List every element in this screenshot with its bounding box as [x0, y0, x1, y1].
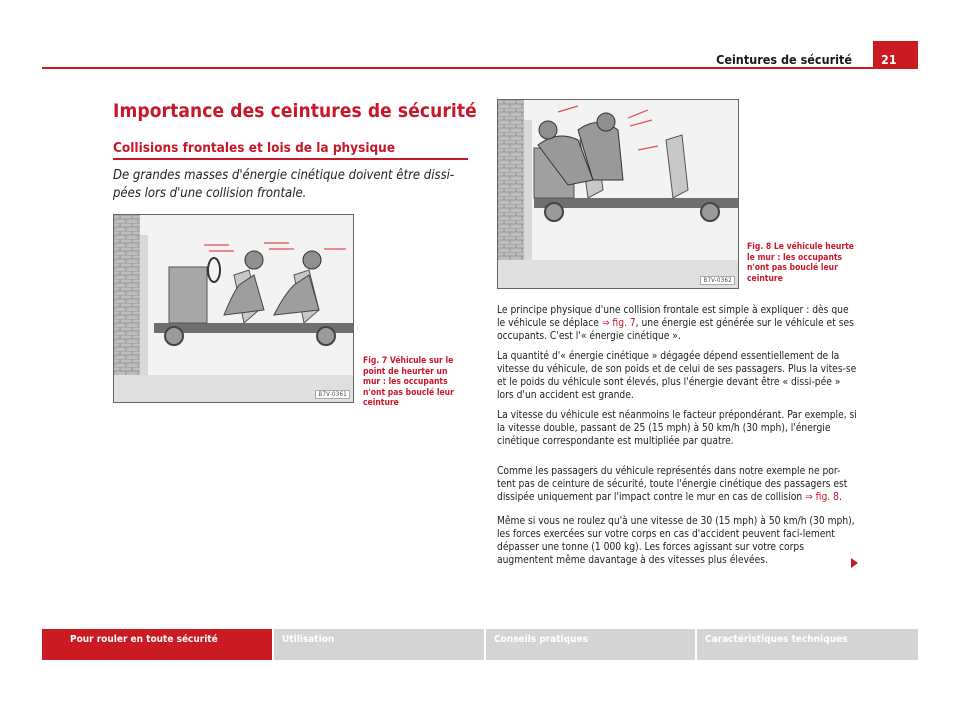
p1-text-b: , une énergie est générée sur le véhicule et ses occupants. C'est l'« énergie cinétique ».: [497, 318, 854, 342]
figure-8-caption: Fig. 8 Le véhicule heurte le mur : les occupants n'ont pas bouclé leur ceinture: [747, 242, 854, 284]
p4-text-b: .: [838, 492, 842, 503]
p4-text-a: Comme les passagers du véhicule représentés dans notre exemple ne por-tent pas de ceinture de sécurité, toute l'énergie cinétique des passagers est dissipée uniquement par l'impact contre le mur en cas de collision: [497, 466, 848, 503]
section-rule: [113, 158, 468, 160]
continue-arrow-icon: [851, 558, 858, 568]
tab-pour-rouler-en-toute-securite[interactable]: Pour rouler en toute sécurité: [42, 629, 272, 660]
body-paragraph-1: [497, 304, 857, 343]
fig7-reference-link[interactable]: ⇒ fig. 7: [601, 318, 636, 329]
tab-caracteristiques-techniques[interactable]: Caractéristiques techniques: [697, 629, 918, 660]
tab-conseils-pratiques[interactable]: Conseils pratiques: [486, 629, 695, 660]
running-header-title: Ceintures de sécurité: [716, 52, 852, 67]
body-paragraph-3: La vitesse du véhicule est néanmoins le facteur prépondérant. Par exemple, si la vitesse double, passant de 25 (15 mph) à 50 km/h (30 mph), l'énergie cinétique correspondante est multipliée par quatre.: [497, 410, 857, 447]
body-paragraph-2: La quantité d'« énergie cinétique » dégagée dépend essentiellement de la vitesse du véhicule, de son poids et de celui de ses passagers. Plus la vites-se et le poids du véhicule sont élevés, plus l'énergie devant être « dissi-pée » lors d'un accident est grande.: [497, 351, 857, 401]
figure-8-code: B7V-0362: [700, 276, 735, 285]
body-paragraph-4: [497, 465, 857, 504]
page-title: Importance des ceintures de sécurité: [113, 100, 477, 122]
body-paragraph-5: Même si vous ne roulez qu'à une vitesse de 30 (15 mph) à 50 km/h (30 mph), les forces exercées sur votre corps en cas d'accident peuvent faci-lement dépasser une tonne (1 000 kg). Les forces agissant sur votre corps augmentent même davantage à des vitesses plus élevées.: [497, 516, 855, 566]
figure-7-drawing: [114, 215, 353, 402]
figure-7-illustration: [113, 214, 354, 403]
page-number: 21: [881, 52, 897, 67]
figure-7-caption: Fig. 7 Véhicule sur le point de heurter un mur : les occupants n'ont pas bouclé leur ceinture: [363, 356, 454, 408]
figure-8-illustration: [497, 99, 739, 289]
section-title: Collisions frontales et lois de la physique: [113, 140, 396, 156]
header-rule: [42, 67, 918, 69]
footer-navigation: [42, 629, 918, 660]
lead-paragraph: De grandes masses d'énergie cinétique doivent être dissi-pées lors d'une collision frontale.: [113, 168, 455, 201]
p1-text-a: Le principe physique d'une collision frontale est simple à expliquer : dès que le véhicule se déplace: [497, 305, 849, 329]
figure-8-drawing: [498, 100, 738, 288]
tab-utilisation[interactable]: Utilisation: [274, 629, 484, 660]
figure-7-code: B7V-0361: [315, 390, 350, 399]
fig8-reference-link[interactable]: ⇒ fig. 8: [805, 492, 839, 503]
